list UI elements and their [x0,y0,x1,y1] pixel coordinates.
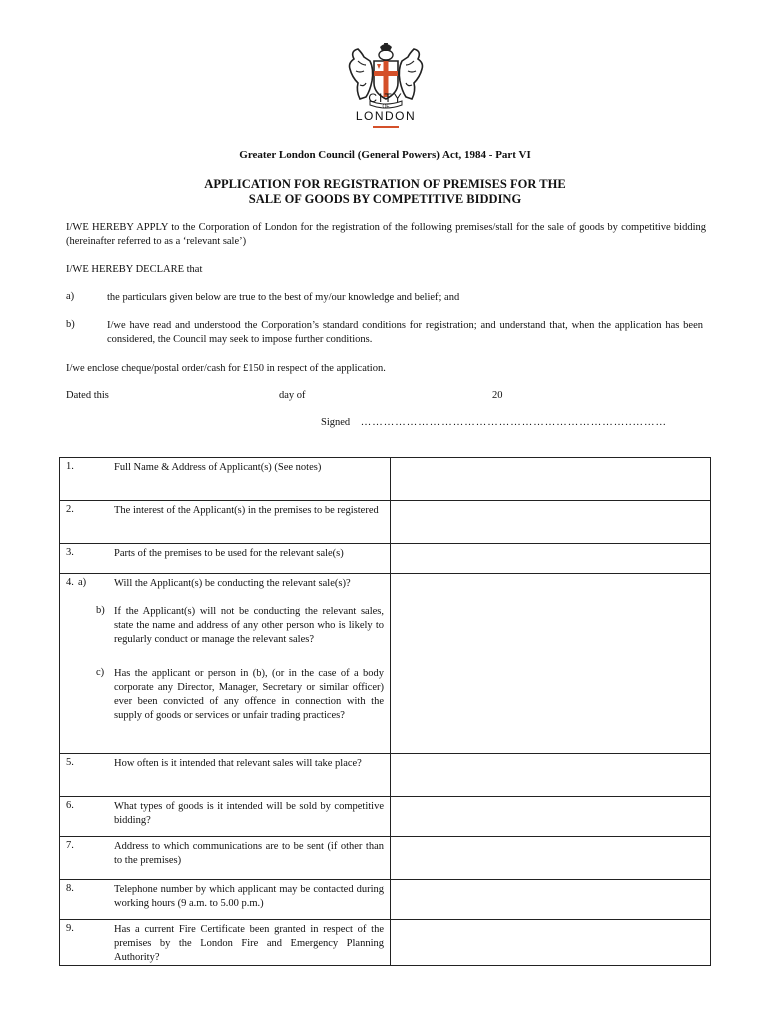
question-subpart [74,797,114,800]
signature-dotted-line[interactable]: ……………………………………………………………..……… [360,417,668,428]
question-number-cell [60,797,75,837]
question-text-cell [114,920,391,966]
table-row [60,544,711,574]
declaration-item-b-label: b) [66,319,75,330]
wordmark-of: OF [382,104,390,110]
answer-field[interactable] [391,602,711,664]
table-row [60,602,711,664]
question-number: 1. [66,461,74,472]
form-title-line-2: SALE OF GOODS BY COMPETITIVE BIDDING [248,192,522,206]
question-subpart [74,837,114,840]
question-number-cell [60,664,75,754]
question-text-cell [114,880,391,920]
question-text: Has a current Fire Certificate been granted in respect of the premises by the London Fire and Emergency Planning Authority? [114,924,384,963]
question-subpart [74,920,114,923]
declare-statement: I/WE HEREBY DECLARE that [66,264,203,275]
question-subpart-cell [74,664,114,754]
table-row [60,880,711,920]
question-text-cell [114,664,391,754]
question-text: What types of goods is it intended will be sold by competitive bidding? [114,801,384,826]
question-text-cell [114,458,391,501]
table-row [60,754,711,797]
question-text-cell [114,797,391,837]
question-subpart-cell [74,837,114,880]
question-number-cell [60,880,75,920]
question-subpart-cell [74,797,114,837]
question-number-cell [60,754,75,797]
question-text-cell [114,544,391,574]
declaration-item-b: I/we have read and understood the Corporation’s standard conditions for registration; and understand that, when the application has been considered, the Council may seek to impose further conditions. [107,320,703,345]
question-subpart [74,754,114,757]
question-subpart-cell [74,754,114,797]
answer-field[interactable] [391,797,711,837]
question-text: Has the applicant or person in (b), (or in the case of a body corporate any Director, Manager, Secretary or similar officer) ever been convicted of any offence in connection with the supply of goods or services or unfair trading practices? [114,667,384,721]
apply-statement: I/WE HEREBY APPLY to the Corporation of London for the registration of the following premises/stall for the sale of goods by competitive bidding (hereinafter referred to as a ‘relevant sale’) [66,222,706,247]
answer-field[interactable] [391,574,711,602]
table-row [60,797,711,837]
table-row [60,837,711,880]
wordmark-city: CITY [368,91,404,105]
dated-this-label: Dated this [66,390,109,401]
question-number: 9. [66,923,74,934]
answer-field[interactable] [391,458,711,501]
question-subpart-cell [74,501,114,544]
question-number: 6. [66,800,74,811]
question-number-cell [60,574,75,602]
question-number: 2. [66,504,74,515]
question-number-cell [60,920,75,966]
city-of-london-wordmark [340,92,432,128]
question-text-cell [114,837,391,880]
question-number-cell [60,602,75,664]
question-number: 7. [66,840,74,851]
question-subpart-cell [74,880,114,920]
question-text-cell [114,754,391,797]
question-text: Will the Applicant(s) be conducting the relevant sale(s)? [114,578,351,589]
question-subpart-cell [74,920,114,966]
table-row [60,501,711,544]
question-subpart-cell [74,544,114,574]
question-text: Telephone number by which applicant may be contacted during working hours (9 a.m. to 5.00 p.m.) [114,884,384,909]
answer-field[interactable] [391,920,711,966]
signed-label: Signed [321,417,351,428]
question-text-cell [114,501,391,544]
question-text: Full Name & Address of Applicant(s) (See notes) [114,462,322,473]
question-number: 8. [66,883,74,894]
question-text-cell [114,574,391,602]
answer-field[interactable] [391,754,711,797]
table-row [60,458,711,501]
question-subpart: a) [78,577,87,588]
enclose-statement: I/we enclose cheque/postal order/cash for £150 in respect of the application. [66,363,386,374]
answer-field[interactable] [391,544,711,574]
day-of-label: day of [279,390,306,401]
form-title-line-1: APPLICATION FOR REGISTRATION OF PREMISES FOR THE [204,177,566,191]
question-subpart: c) [96,666,105,678]
question-subpart [74,544,114,547]
declaration-item-a-label: a) [66,291,75,302]
table-row [60,664,711,754]
act-heading: Greater London Council (General Powers) Act, 1984 - Part VI [239,149,531,161]
question-number [66,664,74,667]
question-text: If the Applicant(s) will not be conducting the relevant sales, state the name and address of any other person who is likely to regularly conduct or manage the relevant sales? [114,605,384,645]
question-number [66,602,74,605]
year-label: 20 [492,390,503,401]
declaration-item-a: the particulars given below are true to the best of my/our knowledge and belief; and [107,292,460,303]
question-number: 3. [66,547,74,558]
question-text: Address to which communications are to be sent (if other than to the premises) [114,841,384,866]
question-text-cell [114,602,391,664]
question-text: Parts of the premises to be used for the relevant sale(s) [114,548,344,559]
wordmark-london: LONDON [355,109,417,123]
question-subpart: b) [96,604,105,616]
form-title [0,177,770,207]
answer-field[interactable] [391,664,711,754]
table-row [60,574,711,602]
question-subpart [74,501,114,504]
question-text: The interest of the Applicant(s) in the premises to be registered [114,505,379,516]
question-subpart-cell [74,574,114,602]
question-number-cell [60,837,75,880]
question-subpart [74,458,114,461]
question-text: How often is it intended that relevant sales will take place? [114,758,362,769]
question-subpart-cell [74,602,114,664]
question-number-cell [60,458,75,501]
answer-field[interactable] [391,880,711,920]
signature-line[interactable] [321,417,667,428]
question-number-cell [60,501,75,544]
application-details-table [59,457,711,966]
answer-field[interactable] [391,501,711,544]
wordmark-accent-rule [373,126,399,128]
question-subpart-cell [74,458,114,501]
answer-field[interactable] [391,837,711,880]
question-number: 4. [66,577,74,588]
table-row [60,920,711,966]
question-subpart [74,880,114,883]
question-number-cell [60,544,75,574]
question-number: 5. [66,757,74,768]
